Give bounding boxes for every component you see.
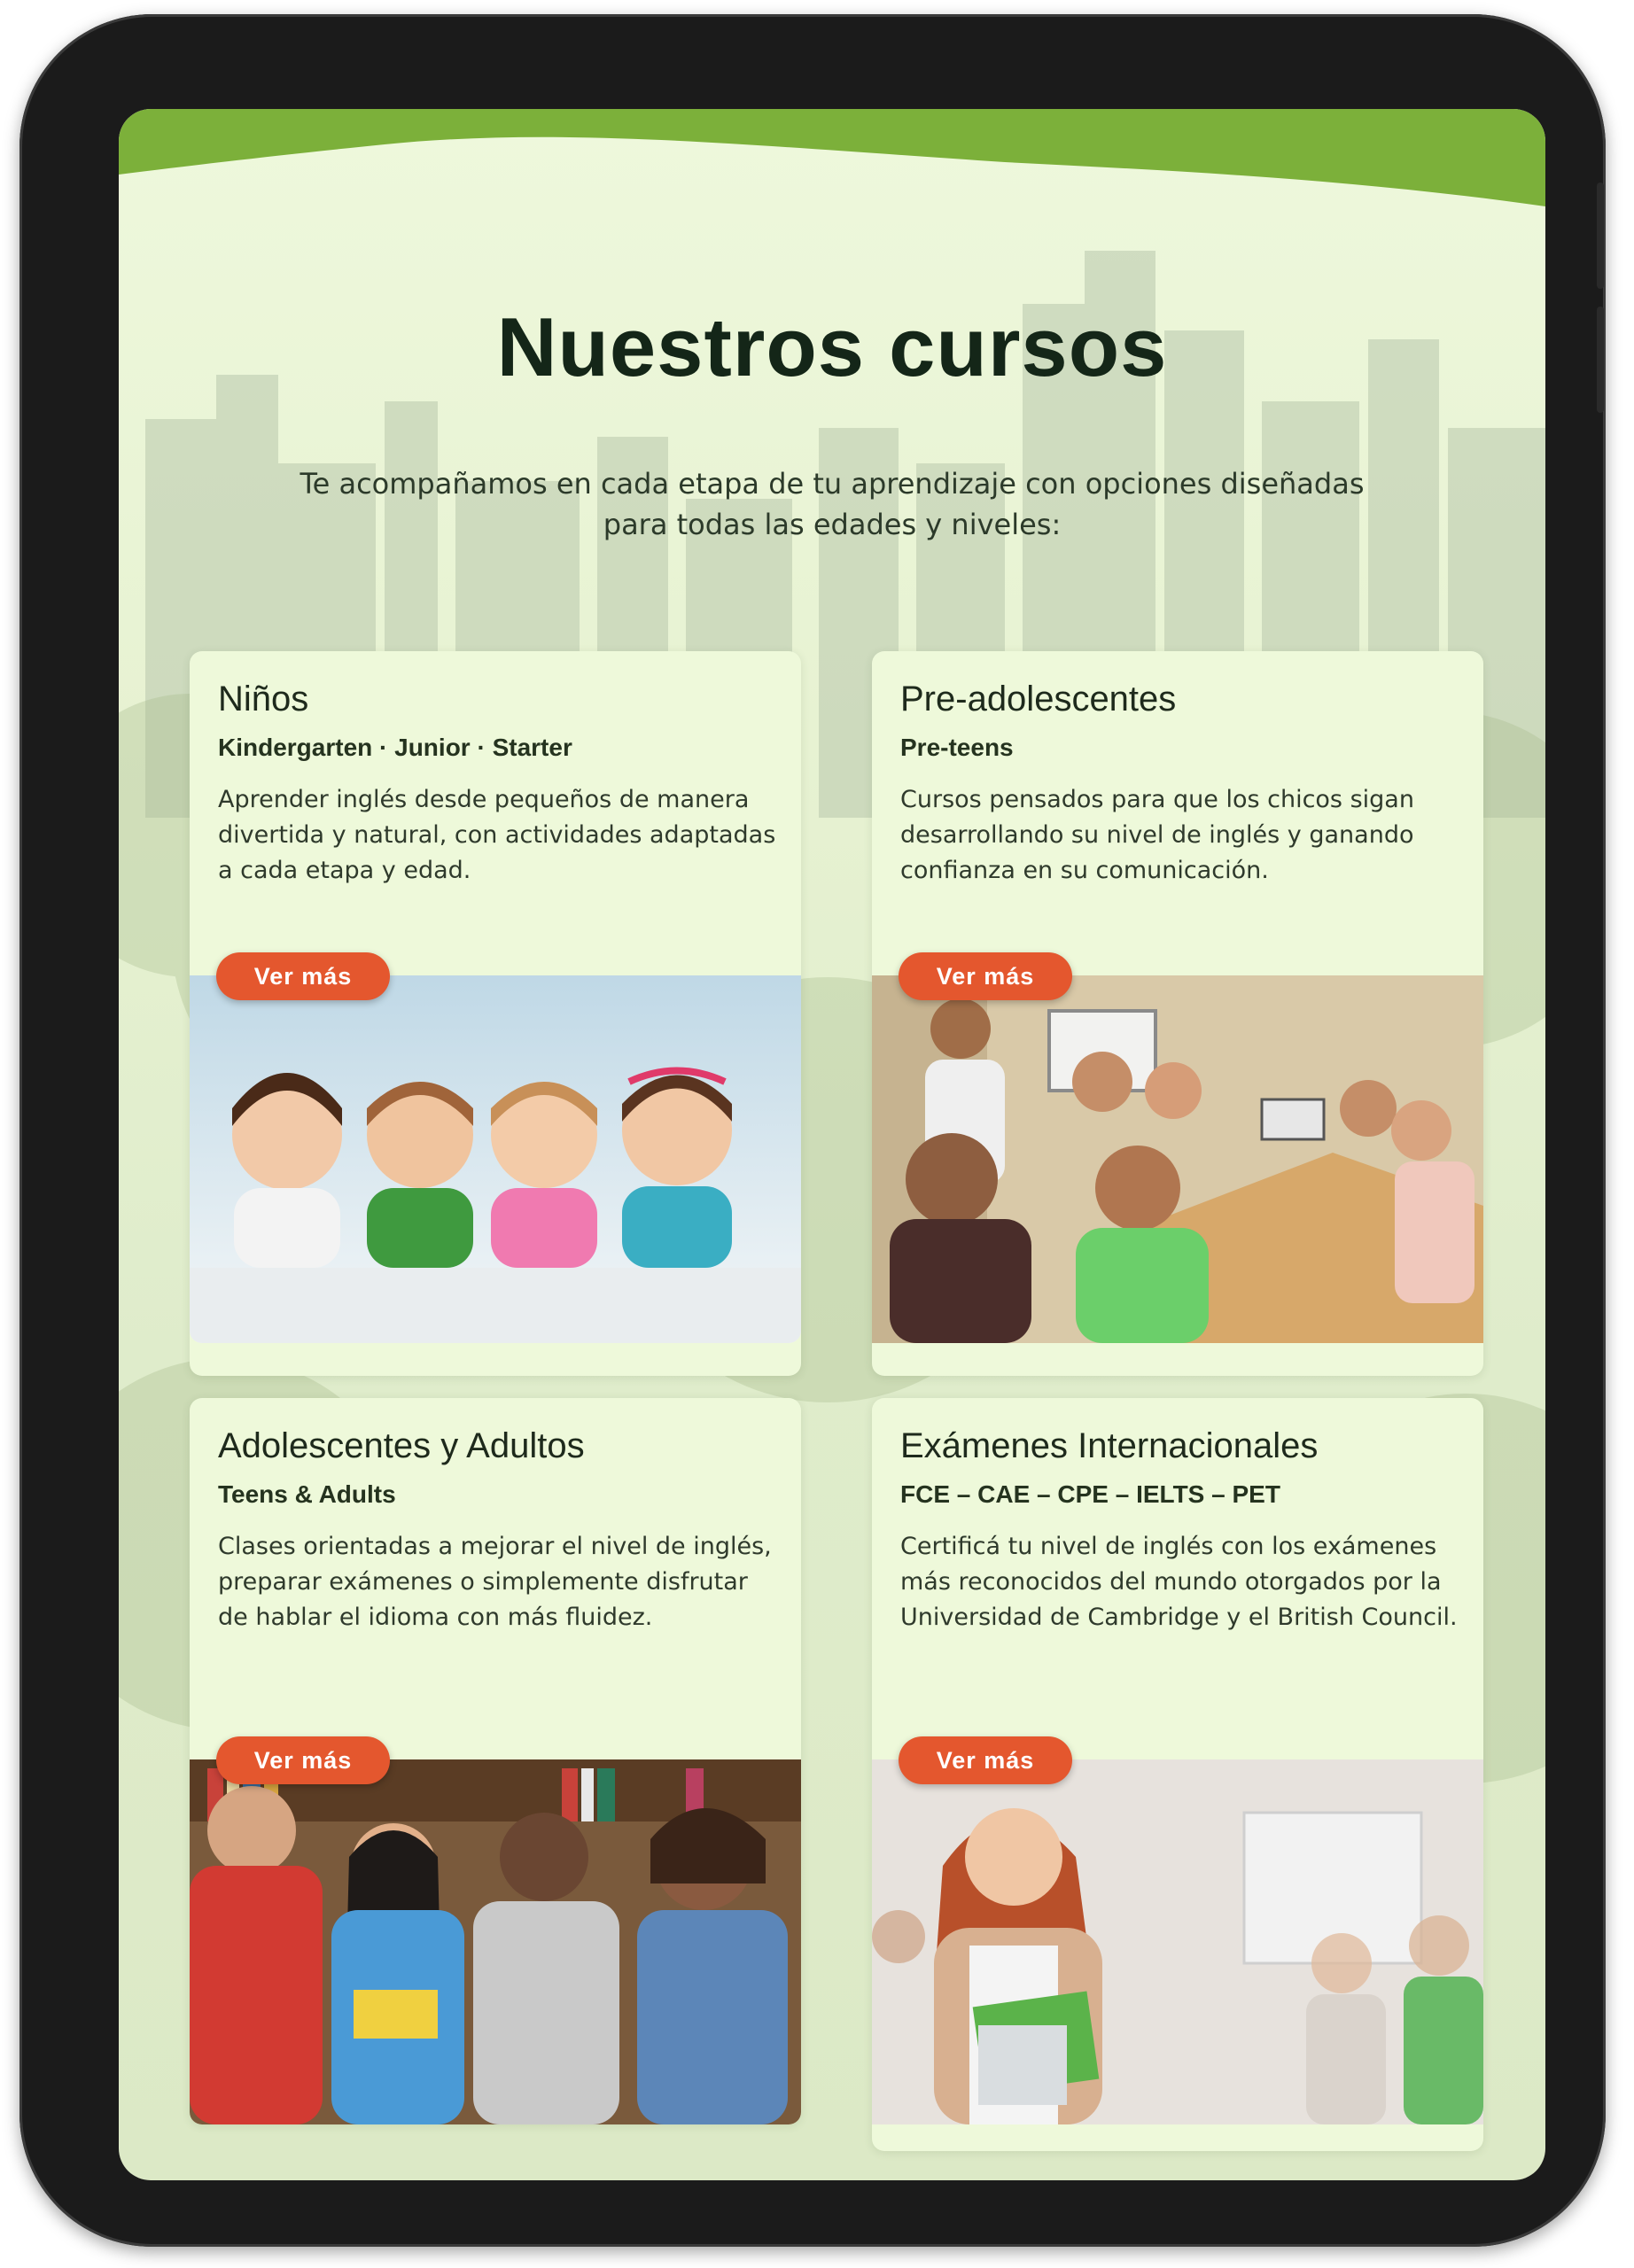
header-wave bbox=[119, 109, 1545, 224]
ver-mas-button[interactable]: Ver más bbox=[899, 1736, 1072, 1784]
volume-button bbox=[1597, 183, 1604, 289]
page-subtitle: Te acompañamos en cada etapa de tu aprendizaje con opciones diseñadas para todas las edades y niveles: bbox=[300, 467, 1365, 541]
course-title: Adolescentes y Adultos bbox=[218, 1426, 585, 1465]
course-levels: Kindergarten · Junior · Starter bbox=[218, 734, 572, 761]
tablet-frame bbox=[19, 14, 1606, 2247]
course-card-preadolescentes bbox=[872, 651, 1483, 1376]
course-levels: FCE – CAE – CPE – IELTS – PET bbox=[900, 1480, 1280, 1508]
course-title: Exámenes Internacionales bbox=[900, 1426, 1319, 1465]
course-description: Cursos pensados para que los chicos sigan desarrollando su nivel de inglés y ganando confianza en su comunicación. bbox=[900, 786, 1414, 884]
ver-mas-button[interactable]: Ver más bbox=[899, 952, 1072, 1000]
course-card-examenes-internacionales bbox=[872, 1398, 1483, 2151]
course-title: Pre-adolescentes bbox=[900, 680, 1177, 718]
ver-mas-button[interactable]: Ver más bbox=[216, 952, 390, 1000]
teens-library-photo bbox=[190, 1759, 801, 2124]
power-button bbox=[1597, 307, 1604, 413]
course-card-ninos bbox=[190, 651, 801, 1376]
course-description: Certificá tu nivel de inglés con los exámenes más reconocidos del mundo otorgados por la Universidad de Cambridge y el British Council. bbox=[900, 1533, 1458, 1631]
course-title: Niños bbox=[218, 680, 309, 718]
student-exam-photo bbox=[872, 1759, 1483, 2124]
course-description: Clases orientadas a mejorar el nivel de inglés, preparar exámenes o simplemente disfrutar de hablar el idioma con más fluidez. bbox=[218, 1533, 772, 1631]
screen bbox=[119, 109, 1545, 2180]
course-levels: Pre-teens bbox=[900, 734, 1014, 761]
course-levels: Teens & Adults bbox=[218, 1480, 396, 1508]
course-card-adolescentes-adultos bbox=[190, 1398, 801, 2124]
course-description: Aprender inglés desde pequeños de manera divertida y natural, con actividades adaptadas a cada etapa y edad. bbox=[218, 786, 776, 884]
children-photo bbox=[190, 975, 801, 1343]
page-title: Nuestros cursos bbox=[496, 300, 1168, 393]
ver-mas-button[interactable]: Ver más bbox=[216, 1736, 390, 1784]
preteens-classroom-photo bbox=[872, 975, 1483, 1343]
